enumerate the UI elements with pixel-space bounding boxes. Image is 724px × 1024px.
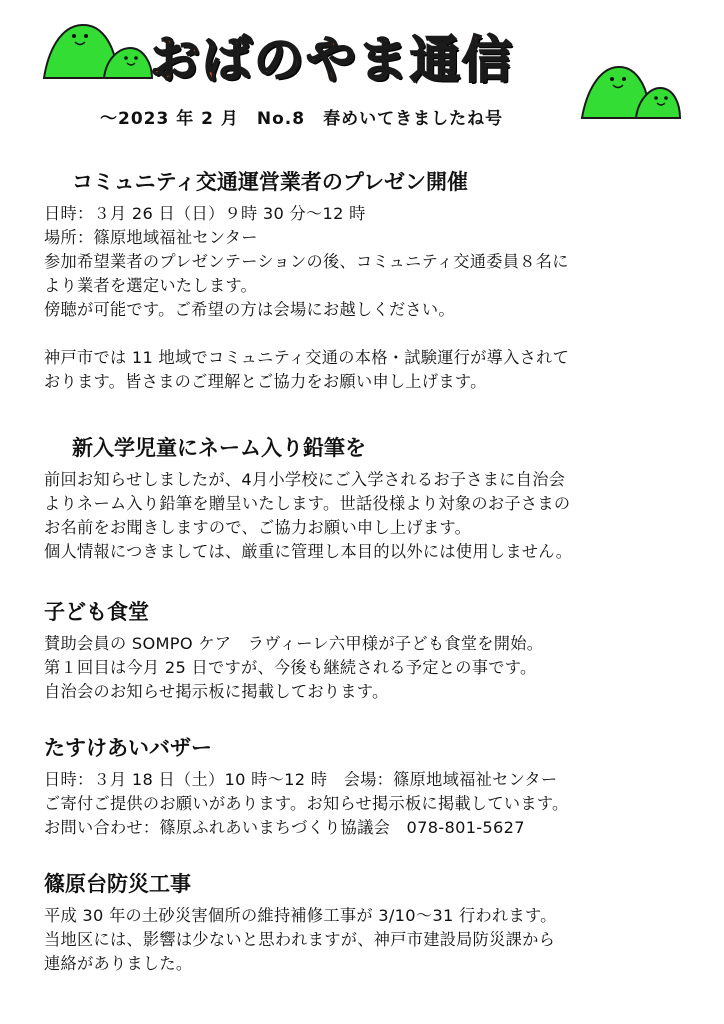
body-line: 傍聴が可能です。ご希望の方は会場にお越しください。 [44,300,455,319]
body-line: 賛助会員の SOMPO ケア ラヴィーレ六甲様が子ども食堂を開始。 [44,634,544,653]
section-body-pencils [44,468,572,564]
body-line: 日時：３月 18 日（土）10 時～12 時 会場：篠原地域福祉センター [44,770,558,789]
body-line: 平成 30 年の土砂災害個所の維持補修工事が 3/10～31 行われます。 [44,906,557,925]
body-line: ご寄付ご提供のお願いがあります。お知らせ掲示板に掲載しています。 [44,794,569,813]
body-line: お問い合わせ：篠原ふれあいまちづくり協議会 078-801-5627 [44,818,525,837]
body-line: 神戸市では 11 地域でコミュニティ交通の本格・試験運行が導入されて [44,348,570,367]
body-line: よりネーム入り鉛筆を贈呈いたします。世話役様より対象のお子さまの [44,494,571,513]
body-line: お名前をお聞きしますので、ご協力お願い申し上げます。 [44,518,472,537]
section-heading-kids-cafeteria: 子ども食堂 [44,600,149,624]
body-line: より業者を選定いたします。 [44,276,258,295]
body-line: 自治会のお知らせ掲示板に掲載しております。 [44,682,389,701]
mountain-mascot-icon [42,22,154,80]
body-line: 連絡がありました。 [44,954,193,973]
section-heading-disaster-prevention: 篠原台防災工事 [44,872,191,896]
section-body-disaster-prevention [44,904,557,976]
section-heading-community-transport: コミュニティ交通運営業者のプレゼン開催 [72,170,469,194]
body-line: 当地区には、影響は少ないと思われますが、神戸市建設局防災課から [44,930,556,949]
section-heading-pencils: 新入学児童にネーム入り鉛筆を [72,436,366,460]
issue-subtitle: ～2023 年 2 月 No.8 春めいてきましたね号 [100,109,504,129]
section-body-kids-cafeteria [44,632,543,704]
body-line: 参加希望業者のプレゼンテーションの後、コミュニティ交通委員８名に [44,252,569,271]
body-line: 第１回目は今月 25 日ですが、今後も継続される予定との事です。 [44,658,537,677]
section-body-community-transport [44,202,569,394]
body-line: 日時：３月 26 日（日）９時 30 分～12 時 [44,204,366,223]
body-line [44,322,569,346]
body-line: おります。皆さまのご理解とご協力をお願い申し上げます。 [44,372,487,391]
body-line: 個人情報につきましては、厳重に管理し本目的以外には使用しません。 [44,542,573,561]
body-line: 場所：篠原地域福祉センター [44,228,258,247]
section-body-bazaar [44,768,569,840]
body-line: 前回お知らせしましたが、4月小学校にご入学されるお子さまに自治会 [44,470,566,489]
mountain-mascot-icon [580,62,682,120]
newsletter-title: おばのやま通信 [150,31,514,89]
section-heading-bazaar: たすけあいバザー [44,736,212,760]
